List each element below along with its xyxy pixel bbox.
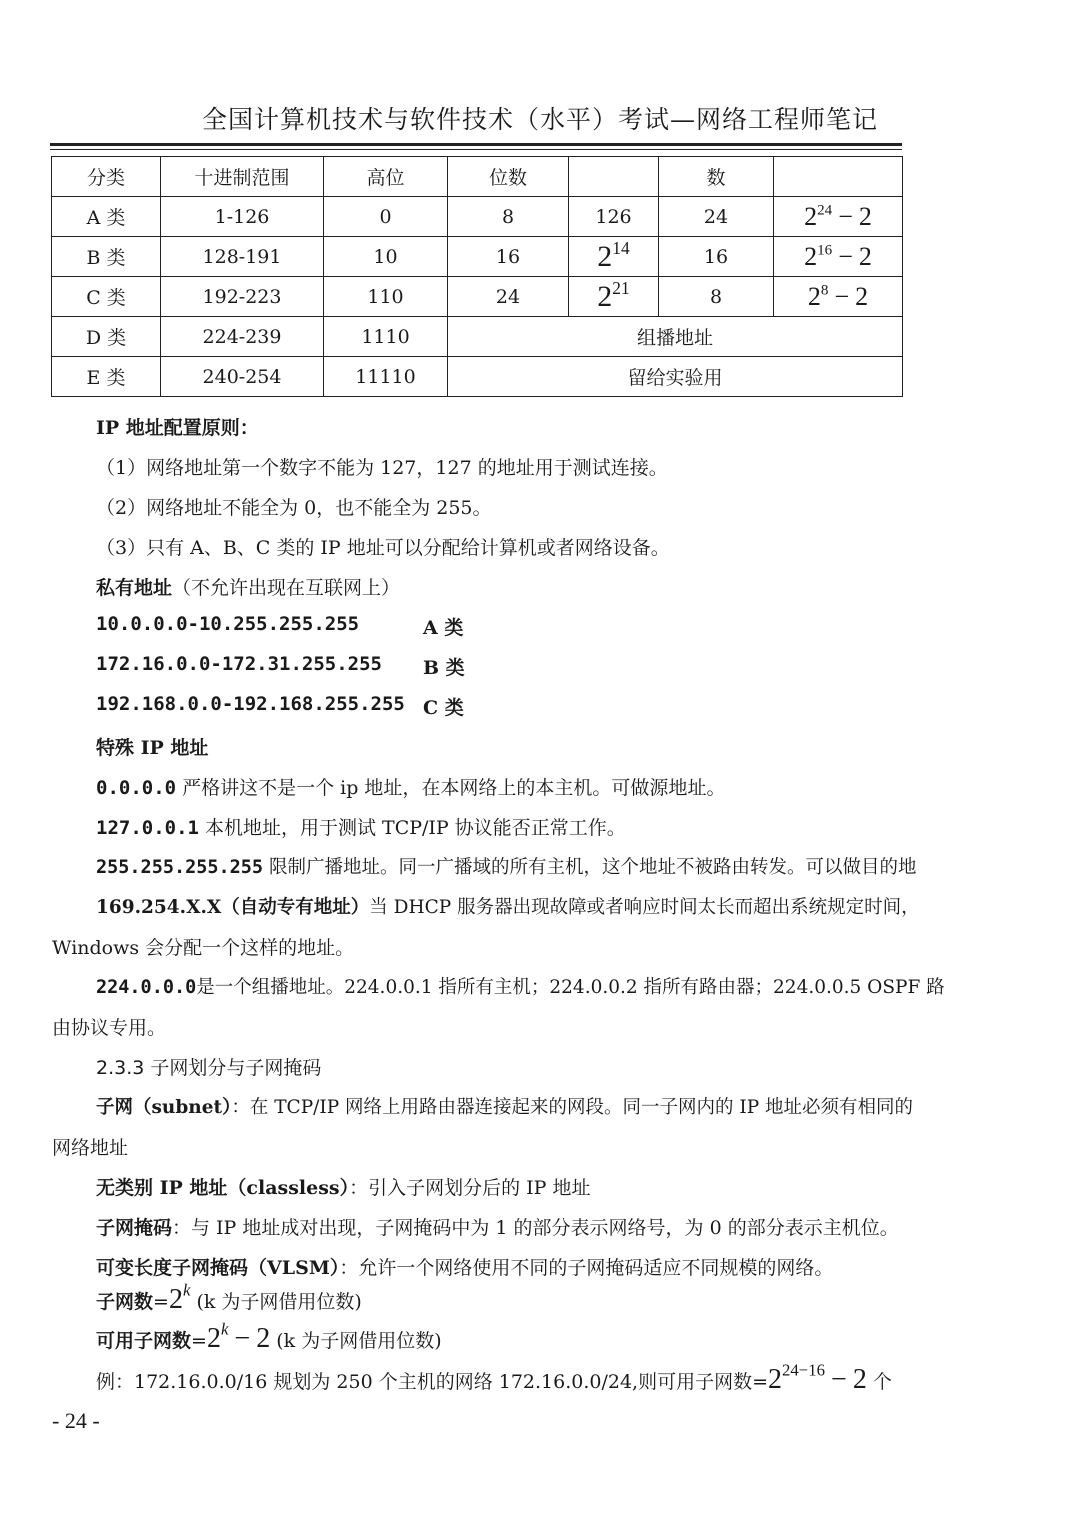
ip-rule-item: （1）网络地址第一个数字不能为 127，127 的地址用于测试连接。 bbox=[96, 457, 668, 479]
subnet-count-formula: 子网数$=2^k$ (k 为子网借用位数) bbox=[96, 1280, 362, 1315]
header-rule-thick bbox=[50, 143, 902, 146]
private-address-heading: 私有地址（不允许出现在互联网上） bbox=[96, 577, 401, 599]
bits-cell: 16 bbox=[448, 237, 569, 277]
table-row bbox=[52, 357, 903, 397]
table-header-row bbox=[52, 157, 903, 197]
class-cell: A 类 bbox=[52, 197, 161, 237]
private-range-class: A 类 bbox=[423, 617, 464, 639]
special-ip-item: 169.254.X.X（自动专有地址）当 DHCP 服务器出现故障或者响应时间太长而超出系统规定时间， bbox=[96, 897, 920, 918]
high-bits-cell: 110 bbox=[324, 277, 448, 317]
high-bits-cell: 1110 bbox=[324, 317, 448, 357]
subnet-mask-definition: 子网掩码：与 IP 地址成对出现，子网掩码中为 1 的部分表示网络号，为 0 的部分表示主机位。 bbox=[96, 1217, 899, 1239]
special-ip-item: 127.0.0.1 本机地址，用于测试 TCP/IP 协议能否正常工作。 bbox=[96, 817, 626, 839]
example-line: 例：172.16.0.0/16 规划为 250 个主机的网络 172.16.0.0/24,则可用子网数$=2^{24-16} - 2$ 个 bbox=[96, 1360, 892, 1395]
table-header: 分类 bbox=[52, 157, 161, 197]
ip-rules-heading: IP 地址配置原则： bbox=[96, 417, 259, 439]
page-number: - 24 - bbox=[52, 1408, 100, 1433]
page-title: 全国计算机技术与软件技术（水平）考试—网络工程师笔记 bbox=[201, 105, 878, 134]
class-cell: E 类 bbox=[52, 357, 161, 397]
private-range-class: B 类 bbox=[423, 657, 465, 679]
host-count-cell: $2^8 - 2$ bbox=[774, 277, 903, 317]
table-header: 数 bbox=[659, 157, 774, 197]
table-header: 十进制范围 bbox=[161, 157, 324, 197]
usage-cell: 组播地址 bbox=[448, 317, 903, 357]
usable-subnet-formula: 可用子网数$=2^k - 2$ (k 为子网借用位数) bbox=[96, 1319, 442, 1354]
special-ip-continuation: 由协议专用。 bbox=[52, 1017, 167, 1039]
high-bits-cell: 11110 bbox=[324, 357, 448, 397]
table-row bbox=[52, 197, 903, 237]
network-count-cell: 126 bbox=[569, 197, 659, 237]
header-rule-thin bbox=[50, 149, 902, 150]
special-ip-heading: 特殊 IP 地址 bbox=[96, 737, 209, 759]
range-cell: 1-126 bbox=[161, 197, 324, 237]
table-row bbox=[52, 277, 903, 317]
host-bits-cell: 8 bbox=[659, 277, 774, 317]
class-cell: B 类 bbox=[52, 237, 161, 277]
ip-class-table bbox=[51, 156, 903, 397]
usage-cell: 留给实验用 bbox=[448, 357, 903, 397]
subnet-definition-continuation: 网络地址 bbox=[52, 1137, 129, 1159]
host-bits-cell: 16 bbox=[659, 237, 774, 277]
classless-definition: 无类别 IP 地址（classless）：引入子网划分后的 IP 地址 bbox=[96, 1177, 591, 1199]
private-range: 10.0.0.0-10.255.255.255 bbox=[96, 613, 360, 635]
private-range: 172.16.0.0-172.31.255.255 bbox=[96, 653, 382, 675]
subnet-definition: 子网（subnet）：在 TCP/IP 网络上用路由器连接起来的网段。同一子网内的 IP 地址必须有相同的 bbox=[96, 1097, 914, 1118]
class-cell: C 类 bbox=[52, 277, 161, 317]
host-bits-cell: 24 bbox=[659, 197, 774, 237]
range-cell: 192-223 bbox=[161, 277, 324, 317]
high-bits-cell: 0 bbox=[324, 197, 448, 237]
table-row bbox=[52, 317, 903, 357]
vlsm-definition: 可变长度子网掩码（VLSM）：允许一个网络使用不同的子网掩码适应不同规模的网络。 bbox=[96, 1257, 834, 1279]
section-title: 2.3.3 子网划分与子网掩码 bbox=[96, 1057, 322, 1079]
host-count-cell: $2^{16} - 2$ bbox=[774, 237, 903, 277]
table-row bbox=[52, 237, 903, 277]
table-header bbox=[774, 157, 903, 197]
special-ip-item: 224.0.0.0是一个组播地址。224.0.0.1 指所有主机；224.0.0.2 指所有路由器；224.0.0.5 OSPF 路 bbox=[96, 977, 945, 998]
range-cell: 224-239 bbox=[161, 317, 324, 357]
network-count-cell: $2^{14}$ bbox=[569, 237, 659, 277]
special-ip-item: 255.255.255.255 限制广播地址。同一广播域的所有主机，这个地址不被路由转发。可以做目的地 bbox=[96, 857, 917, 878]
table-header bbox=[569, 157, 659, 197]
network-count-cell: $2^{21}$ bbox=[569, 277, 659, 317]
table-header: 高位 bbox=[324, 157, 448, 197]
private-range-class: C 类 bbox=[423, 697, 464, 719]
special-ip-item: 0.0.0.0 严格讲这不是一个 ip 地址，在本网络上的本主机。可做源地址。 bbox=[96, 777, 726, 799]
ip-rule-item: （2）网络地址不能全为 0，也不能全为 255。 bbox=[96, 497, 492, 519]
class-cell: D 类 bbox=[52, 317, 161, 357]
high-bits-cell: 10 bbox=[324, 237, 448, 277]
host-count-cell: $2^{24} - 2$ bbox=[774, 197, 903, 237]
special-ip-continuation: Windows 会分配一个这样的地址。 bbox=[52, 937, 355, 959]
range-cell: 240-254 bbox=[161, 357, 324, 397]
bits-cell: 24 bbox=[448, 277, 569, 317]
bits-cell: 8 bbox=[448, 197, 569, 237]
ip-rule-item: （3）只有 A、B、C 类的 IP 地址可以分配给计算机或者网络设备。 bbox=[96, 537, 670, 559]
table-header: 位数 bbox=[448, 157, 569, 197]
range-cell: 128-191 bbox=[161, 237, 324, 277]
private-range: 192.168.0.0-192.168.255.255 bbox=[96, 693, 405, 715]
